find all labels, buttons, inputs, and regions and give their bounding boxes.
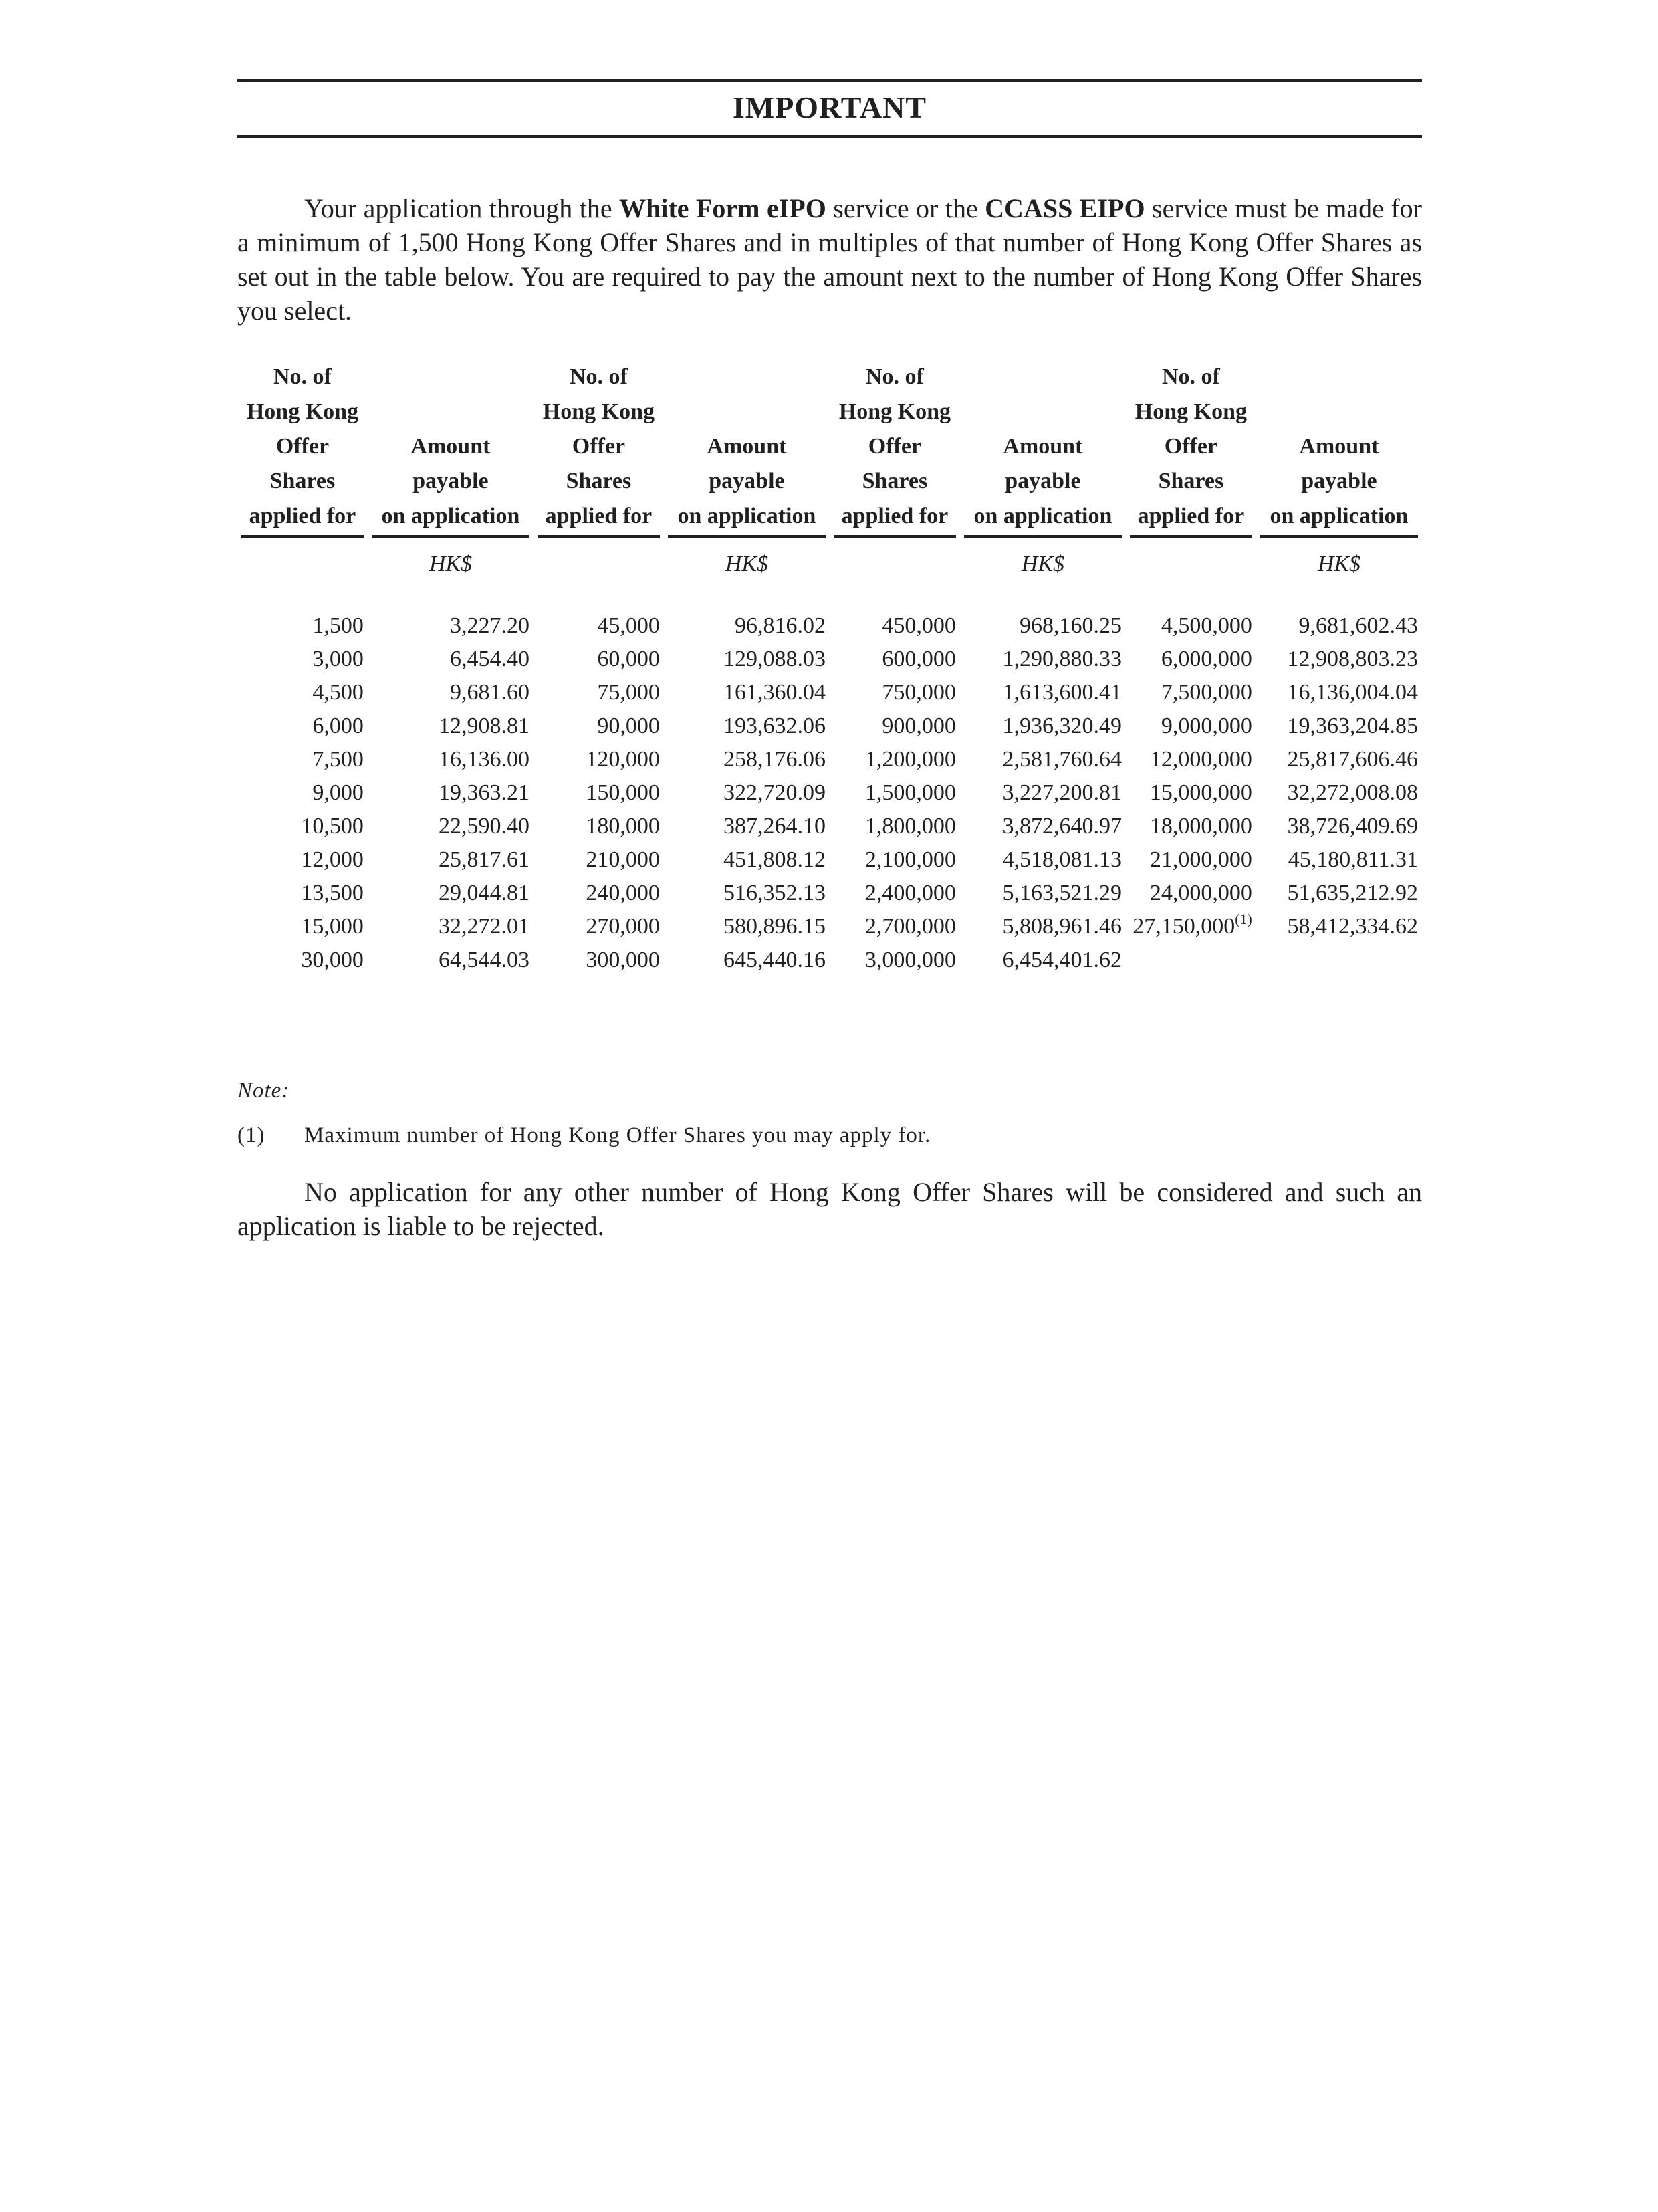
cell-value: 7,500	[312, 747, 364, 772]
amount-cell	[1256, 709, 1422, 743]
shares-cell	[1126, 609, 1256, 643]
empty-cell	[830, 544, 960, 609]
title-rule	[237, 135, 1422, 138]
amount-cell	[960, 843, 1126, 877]
cell-value: 322,720.09	[723, 780, 826, 805]
header-line: Offer Shares	[269, 434, 336, 493]
cell-value: 150,000	[586, 780, 660, 805]
page-title: IMPORTANT	[732, 90, 927, 124]
cell-value: 580,896.15	[723, 914, 826, 939]
table-row	[237, 776, 1422, 810]
shares-cell	[830, 843, 960, 877]
header-row	[237, 360, 1422, 544]
shares-cell	[830, 910, 960, 944]
cell-value: 6,000	[312, 713, 364, 738]
cell-value: 75,000	[597, 680, 660, 705]
cell-value: 451,808.12	[723, 847, 826, 872]
amount-cell	[1256, 910, 1422, 944]
currency-label: HK$	[725, 552, 769, 576]
intro-text-3: service must be made for a minimum of 1,500 Hong Kong Offer Shares and in multiples of that number of Hong Kong Offer Shares as set out in the table below. You are required to pay the amount next to the number of Hong Kong Offer Shares you select.	[237, 193, 1423, 326]
amount-cell	[1256, 643, 1422, 676]
amount-cell	[1256, 810, 1422, 843]
amount-cell	[960, 776, 1126, 810]
shares-cell	[237, 877, 368, 910]
allocation-table	[237, 360, 1422, 977]
cell-value: 516,352.13	[723, 881, 826, 905]
currency-label: HK$	[429, 552, 473, 576]
shares-cell	[534, 709, 664, 743]
empty-cell	[534, 544, 664, 609]
cell-value: 21,000,000	[1149, 847, 1252, 872]
shares-column-header	[830, 360, 960, 544]
amount-cell	[664, 843, 830, 877]
amount-cell	[960, 609, 1126, 643]
cell-value: 7,500,000	[1161, 680, 1252, 705]
shares-cell	[830, 944, 960, 977]
amount-cell	[1256, 843, 1422, 877]
cell-value: 4,500	[312, 680, 364, 705]
shares-cell	[830, 810, 960, 843]
cell-value: 4,518,081.13	[1002, 847, 1122, 872]
cell-value: 30,000	[301, 948, 364, 972]
amount-cell	[664, 609, 830, 643]
amount-cell	[960, 877, 1126, 910]
cell-value: 3,000	[312, 647, 364, 671]
amount-column-header-text	[1260, 429, 1418, 538]
cell-value: 12,000,000	[1149, 747, 1252, 772]
shares-column-header	[1126, 360, 1256, 544]
shares-cell	[1126, 676, 1256, 709]
amount-column-header	[664, 360, 830, 544]
header-line: Amount payable	[410, 434, 491, 493]
cell-value: 16,136.00	[438, 747, 529, 772]
shares-cell	[830, 609, 960, 643]
white-form-eipo-term: White Form eIPO	[619, 193, 826, 223]
cell-value: 161,360.04	[723, 680, 826, 705]
cell-value: 1,290,880.33	[1002, 647, 1122, 671]
cell-value: 15,000,000	[1149, 780, 1252, 805]
amount-cell	[1256, 609, 1422, 643]
cell-value: 968,160.25	[1019, 613, 1122, 638]
cell-value: 120,000	[586, 747, 660, 772]
amount-cell	[960, 643, 1126, 676]
header-line: on application	[1270, 504, 1409, 528]
cell-value: 9,681,602.43	[1298, 613, 1418, 638]
currency-row	[237, 544, 1422, 609]
cell-value: 12,908,803.23	[1287, 647, 1418, 671]
header-line: Hong Kong	[542, 399, 655, 424]
amount-column-header-text	[372, 429, 529, 538]
header-line: applied for	[841, 504, 949, 528]
table-row	[237, 743, 1422, 776]
cell-value: 58,412,334.62	[1287, 914, 1418, 939]
cell-value: 9,681.60	[449, 680, 529, 705]
cell-value: 270,000	[586, 914, 660, 939]
shares-cell	[1126, 944, 1256, 977]
shares-column-header-text	[1130, 360, 1252, 538]
cell-value: 6,454,401.62	[1002, 948, 1122, 972]
cell-value: 25,817,606.46	[1287, 747, 1418, 772]
cell-value: 1,200,000	[864, 747, 956, 772]
shares-cell	[830, 643, 960, 676]
shares-cell	[237, 810, 368, 843]
cell-value: 900,000	[882, 713, 956, 738]
shares-cell	[237, 709, 368, 743]
table-row	[237, 810, 1422, 843]
empty-cell	[1126, 544, 1256, 609]
header-line: Offer Shares	[1158, 434, 1224, 493]
table-row	[237, 910, 1422, 944]
shares-cell	[1126, 877, 1256, 910]
amount-cell	[960, 810, 1126, 843]
shares-cell	[237, 843, 368, 877]
amount-cell	[664, 776, 830, 810]
amount-cell	[368, 643, 534, 676]
cell-value: 9,000,000	[1161, 713, 1252, 738]
shares-cell	[1126, 643, 1256, 676]
shares-cell	[1126, 709, 1256, 743]
table-row	[237, 609, 1422, 643]
header-line: Offer Shares	[566, 434, 632, 493]
header-line: Hong Kong	[1135, 399, 1248, 424]
header-line: No. of	[1161, 364, 1220, 389]
cell-value: 258,176.06	[723, 747, 826, 772]
header-line: on application	[677, 504, 816, 528]
cell-value: 2,581,760.64	[1002, 747, 1122, 772]
shares-cell	[830, 743, 960, 776]
cell-value: 180,000	[586, 814, 660, 839]
header-line: Amount payable	[1003, 434, 1083, 493]
cell-value: 2,700,000	[864, 914, 956, 939]
amount-cell	[368, 776, 534, 810]
shares-cell	[237, 910, 368, 944]
header-line: Hong Kong	[838, 399, 951, 424]
cell-value: 1,500	[312, 613, 364, 638]
cell-value: 64,544.03	[438, 948, 529, 972]
currency-label: HK$	[1021, 552, 1065, 576]
cell-value: 3,227,200.81	[1002, 780, 1122, 805]
amount-cell	[368, 810, 534, 843]
cell-value: 600,000	[882, 647, 956, 671]
shares-cell	[534, 810, 664, 843]
cell-value: 18,000,000	[1149, 814, 1252, 839]
cell-value: 22,590.40	[438, 814, 529, 839]
amount-cell	[368, 743, 534, 776]
amount-column-header	[960, 360, 1126, 544]
ccass-eipo-term: CCASS EIPO	[985, 193, 1145, 223]
shares-cell	[237, 743, 368, 776]
amount-cell	[664, 743, 830, 776]
cell-value: 6,000,000	[1161, 647, 1252, 671]
cell-value: 450,000	[882, 613, 956, 638]
shares-cell	[534, 843, 664, 877]
shares-cell	[830, 709, 960, 743]
cell-value: 300,000	[586, 948, 660, 972]
header-line: applied for	[1137, 504, 1245, 528]
cell-value: 45,180,811.31	[1288, 847, 1418, 872]
shares-cell	[534, 643, 664, 676]
amount-cell	[1256, 676, 1422, 709]
header-line: Hong Kong	[246, 399, 359, 424]
shares-cell	[1126, 776, 1256, 810]
shares-cell	[1126, 743, 1256, 776]
cell-value: 5,163,521.29	[1002, 881, 1122, 905]
header-line: No. of	[569, 364, 628, 389]
amount-cell	[1256, 877, 1422, 910]
header-line: on application	[973, 504, 1112, 528]
amount-cell	[368, 843, 534, 877]
shares-cell	[534, 676, 664, 709]
amount-cell	[960, 709, 1126, 743]
cell-value: 193,632.06	[723, 713, 826, 738]
header-line: on application	[381, 504, 520, 528]
cell-value: 10,500	[301, 814, 364, 839]
amount-cell	[1256, 743, 1422, 776]
cell-value: 12,000	[301, 847, 364, 872]
amount-column-header	[1256, 360, 1422, 544]
shares-column-header-text	[241, 360, 364, 538]
cell-value: 90,000	[597, 713, 660, 738]
cell-value: 1,500,000	[864, 780, 956, 805]
shares-column-header-text	[834, 360, 956, 538]
cell-value: 15,000	[301, 914, 364, 939]
amount-cell	[960, 910, 1126, 944]
amount-cell	[960, 676, 1126, 709]
amount-cell	[368, 709, 534, 743]
header-line: Offer Shares	[862, 434, 928, 493]
amount-cell	[368, 609, 534, 643]
note-text: Maximum number of Hong Kong Offer Shares you may apply for.	[304, 1123, 931, 1147]
cell-value: 13,500	[301, 881, 364, 905]
table-row	[237, 944, 1422, 977]
amount-cell	[960, 743, 1126, 776]
amount-cell	[664, 676, 830, 709]
cell-value: 210,000	[586, 847, 660, 872]
table-row	[237, 843, 1422, 877]
shares-cell	[830, 676, 960, 709]
note-number: (1)	[237, 1123, 265, 1147]
footnote-marker: (1)	[1235, 911, 1252, 927]
cell-value: 12,908.81	[438, 713, 529, 738]
header-line: No. of	[865, 364, 924, 389]
cell-value: 9,000	[312, 780, 364, 805]
cell-value: 96,816.02	[734, 613, 826, 638]
cell-value: 27,150,000	[1133, 914, 1235, 939]
shares-cell	[1126, 910, 1256, 944]
note-item	[237, 1123, 1422, 1148]
amount-cell	[368, 944, 534, 977]
amount-column-header-text	[964, 429, 1122, 538]
shares-cell	[830, 877, 960, 910]
shares-cell	[534, 609, 664, 643]
cell-value: 25,817.61	[438, 847, 529, 872]
cell-value: 45,000	[597, 613, 660, 638]
intro-text-1: Your application through the	[304, 193, 620, 223]
shares-cell	[237, 643, 368, 676]
shares-cell	[534, 776, 664, 810]
table-row	[237, 643, 1422, 676]
amount-column-header-text	[668, 429, 826, 538]
amount-cell	[960, 944, 1126, 977]
shares-column-header-text	[538, 360, 660, 538]
cell-value: 29,044.81	[438, 881, 529, 905]
table-row	[237, 676, 1422, 709]
shares-cell	[534, 910, 664, 944]
cell-value: 645,440.16	[723, 948, 826, 972]
cell-value: 2,400,000	[864, 881, 956, 905]
amount-cell	[664, 910, 830, 944]
shares-cell	[237, 776, 368, 810]
intro-paragraph	[237, 191, 1422, 328]
amount-cell	[1256, 944, 1422, 977]
cell-value: 19,363.21	[438, 780, 529, 805]
shares-cell	[830, 776, 960, 810]
intro-text-2: service or the	[826, 193, 985, 223]
shares-cell	[1126, 843, 1256, 877]
shares-cell	[1126, 810, 1256, 843]
cell-value: 6,454.40	[449, 647, 529, 671]
currency-label: HK$	[1317, 552, 1361, 576]
cell-value: 129,088.03	[723, 647, 826, 671]
cell-value: 19,363,204.85	[1287, 713, 1418, 738]
cell-value: 4,500,000	[1161, 613, 1252, 638]
note-label: Note:	[237, 1079, 290, 1103]
shares-cell	[237, 944, 368, 977]
amount-cell	[664, 944, 830, 977]
cell-value: 38,726,409.69	[1287, 814, 1418, 839]
closing-paragraph: No application for any other number of Hong Kong Offer Shares will be considered and such an application is liable to be rejected.	[237, 1177, 1422, 1241]
header-line: applied for	[545, 504, 653, 528]
amount-cell	[1256, 776, 1422, 810]
cell-value: 51,635,212.92	[1287, 881, 1418, 905]
shares-cell	[534, 877, 664, 910]
amount-cell	[664, 810, 830, 843]
document-page	[237, 79, 1422, 1270]
cell-value: 240,000	[586, 881, 660, 905]
amount-column-header	[368, 360, 534, 544]
cell-value: 32,272.01	[438, 914, 529, 939]
shares-column-header	[237, 360, 368, 544]
cell-value: 32,272,008.08	[1287, 780, 1418, 805]
cell-value: 387,264.10	[723, 814, 826, 839]
table-row	[237, 709, 1422, 743]
amount-cell	[368, 910, 534, 944]
amount-cell	[368, 676, 534, 709]
cell-value: 1,613,600.41	[1002, 680, 1122, 705]
cell-value: 750,000	[882, 680, 956, 705]
header-line: No. of	[273, 364, 332, 389]
cell-value: 24,000,000	[1149, 881, 1252, 905]
amount-cell	[664, 709, 830, 743]
cell-value: 3,872,640.97	[1002, 814, 1122, 839]
cell-value: 1,936,320.49	[1002, 713, 1122, 738]
header-line: Amount payable	[1299, 434, 1379, 493]
shares-cell	[237, 609, 368, 643]
empty-cell	[237, 544, 368, 609]
header-line: Amount payable	[707, 434, 787, 493]
cell-value: 16,136,004.04	[1287, 680, 1418, 705]
table-row	[237, 877, 1422, 910]
shares-cell	[534, 743, 664, 776]
cell-value: 60,000	[597, 647, 660, 671]
shares-cell	[534, 944, 664, 977]
amount-cell	[368, 877, 534, 910]
cell-value: 2,100,000	[864, 847, 956, 872]
amount-cell	[664, 877, 830, 910]
header-line: applied for	[249, 504, 356, 528]
cell-value: 5,808,961.46	[1002, 914, 1122, 939]
amount-cell	[664, 643, 830, 676]
cell-value: 1,800,000	[864, 814, 956, 839]
shares-cell	[237, 676, 368, 709]
cell-value: 3,227.20	[449, 613, 529, 638]
cell-value: 3,000,000	[864, 948, 956, 972]
shares-column-header	[534, 360, 664, 544]
